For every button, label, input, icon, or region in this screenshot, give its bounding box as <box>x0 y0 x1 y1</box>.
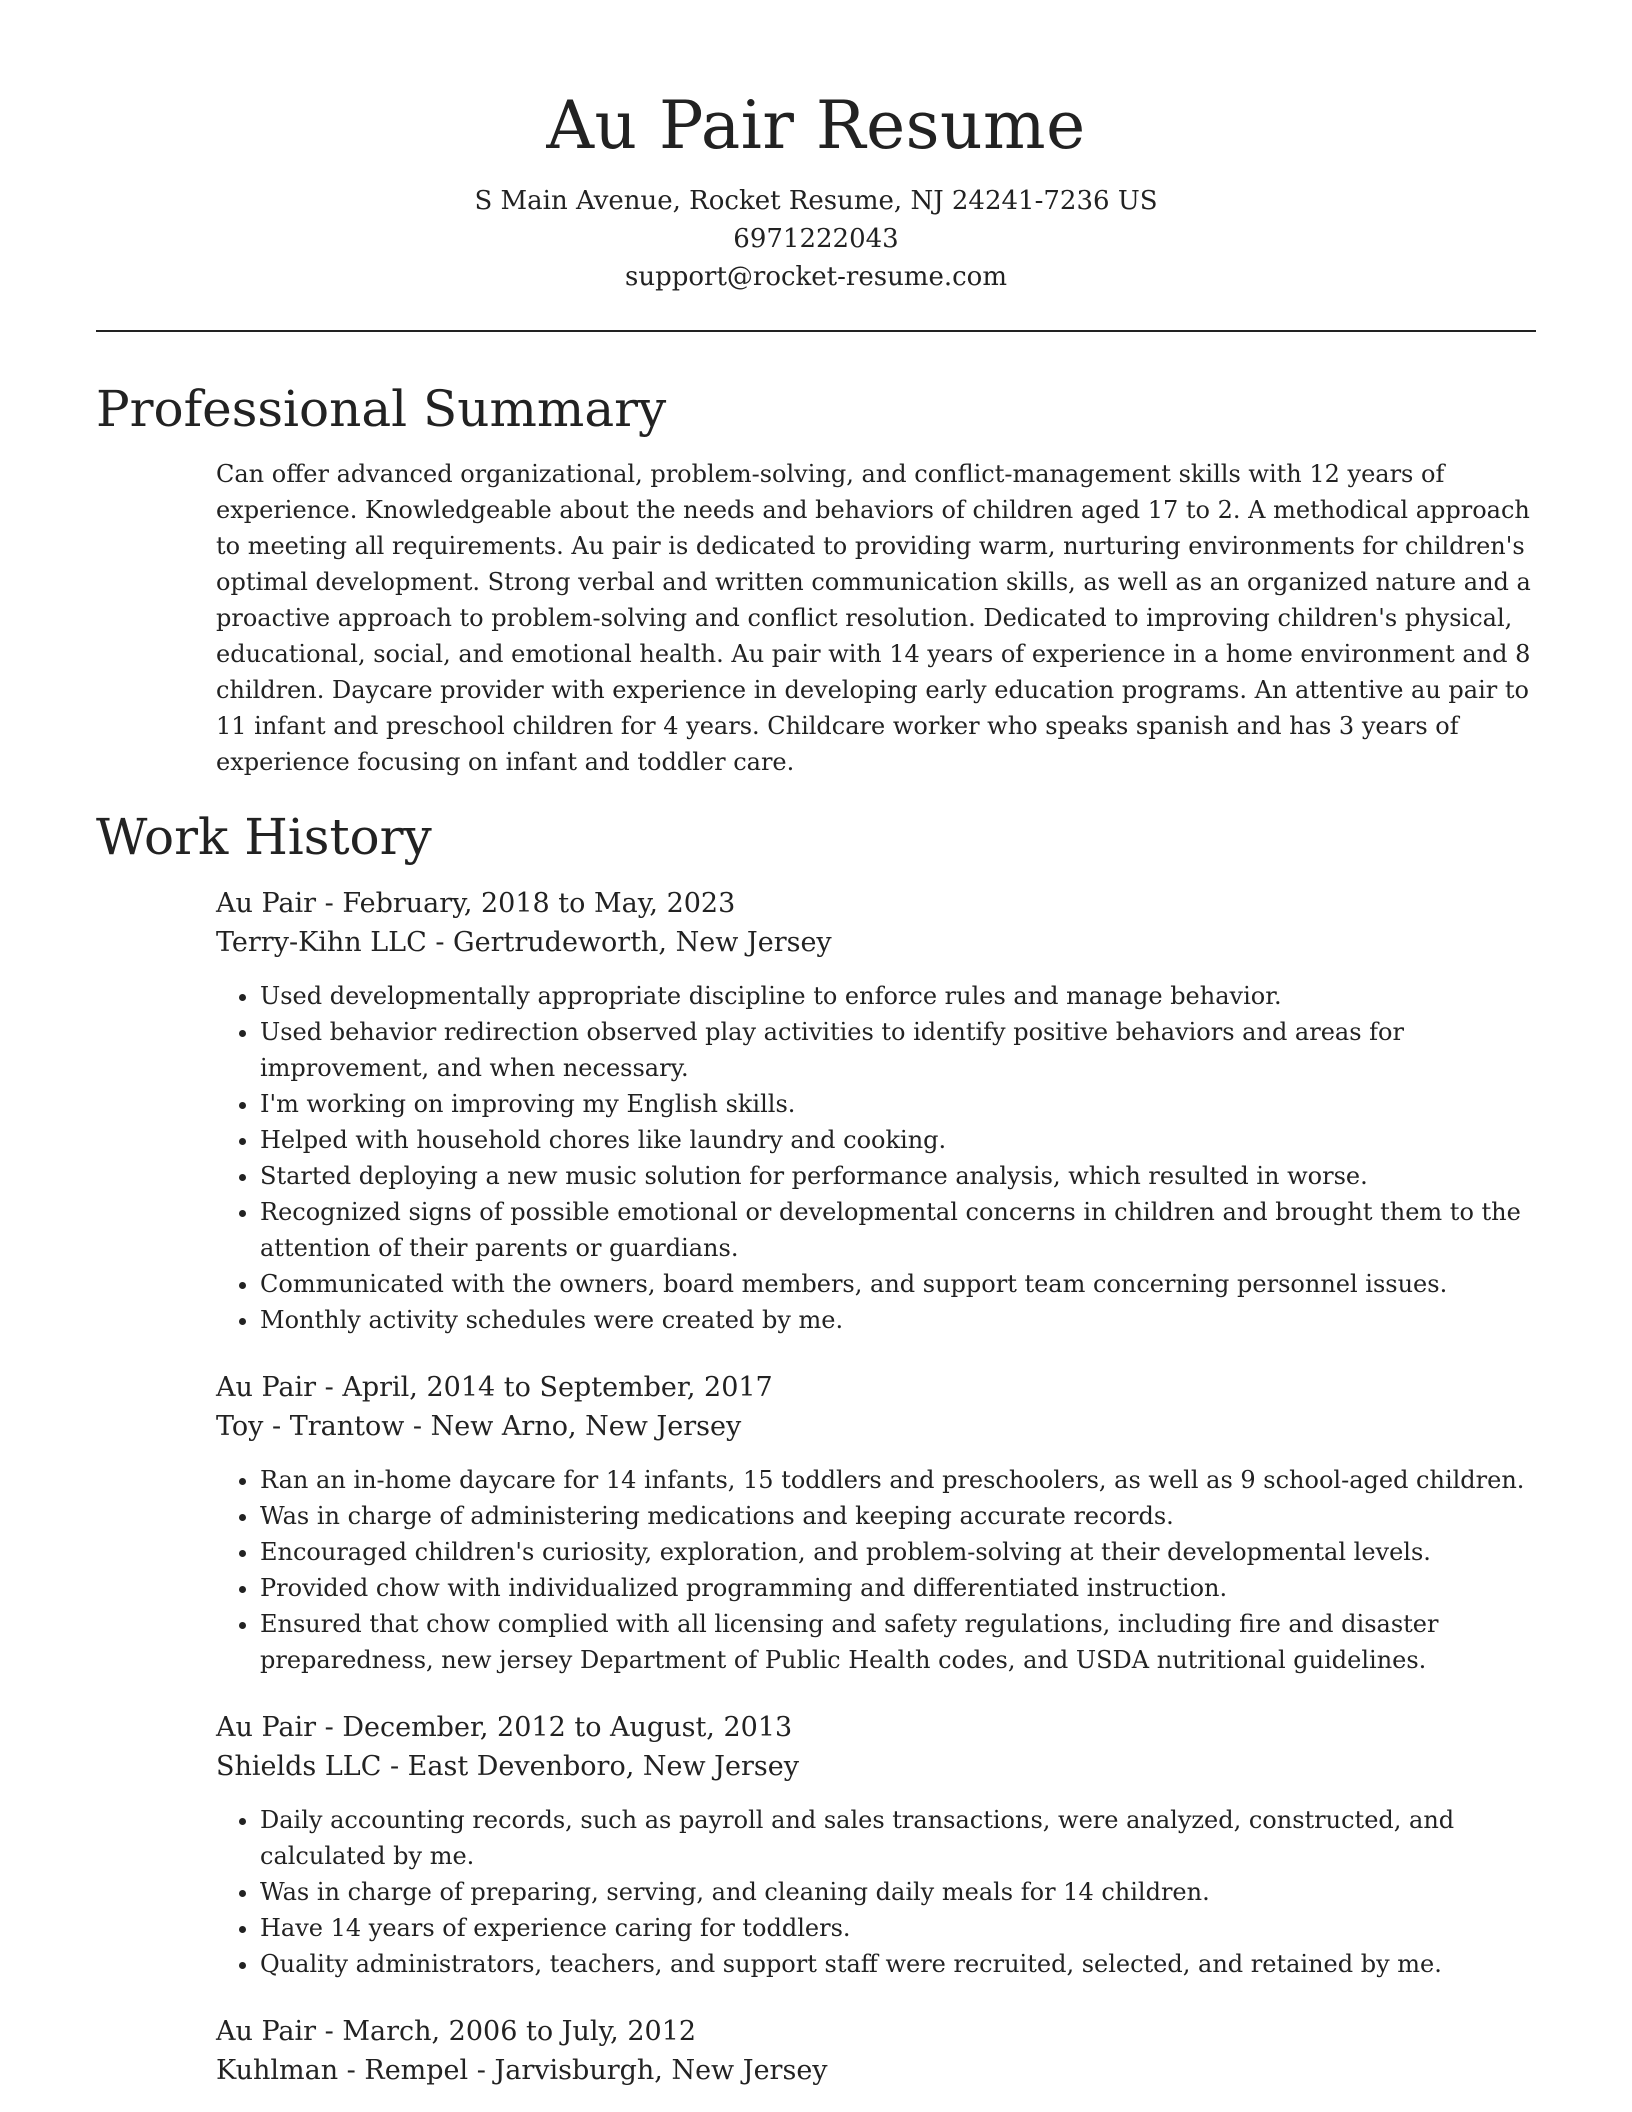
job-employer-location: Toy - Trantow - New Arno, New Jersey <box>216 1411 742 1442</box>
job-duty-item: • Have 14 years of experience caring for toddlers. <box>260 1910 1536 1946</box>
summary-text: Can offer advanced organizational, problem-solving, and conflict-management skills with 12 years of experience. Knowledgeable about the needs and behaviors of children aged 17 to 2. A methodical approach to meeting all requirements. Au pair is dedicated to providing warm, nurturing environments for children's optimal development. Strong verbal and written communication skills, as well as an organized nature and a proactive approach to problem-solving and conflict resolution. Dedicated to improving children's physical, educational, social, and emotional health. Au pair with 14 years of experience in a home environment and 8 children. Daycare provider with experience in developing early education programs. An attentive au pair to 11 infant and preschool children for 4 years. Childcare worker who speaks spanish and has 3 years of experience focusing on infant and toddler care. <box>216 460 1531 776</box>
job-entry <box>216 2012 1536 2090</box>
job-duties-list <box>216 1802 1536 1982</box>
job-duty-item: • Was in charge of preparing, serving, and cleaning daily meals for 14 children. <box>260 1874 1536 1910</box>
contact-phone: 6971222043 <box>733 224 899 254</box>
contact-block <box>96 182 1536 296</box>
job-duty-item: • Recognized signs of possible emotional or developmental concerns in children and brought them to the attention of their parents or guardians. <box>260 1194 1536 1266</box>
job-duty-item: • Used behavior redirection observed play activities to identify positive behaviors and areas for improvement, and when necessary. <box>260 1014 1536 1086</box>
job-duty-item: • Started deploying a new music solution for performance analysis, which resulted in worse. <box>260 1158 1536 1194</box>
resume-title: Au Pair Resume <box>546 87 1086 164</box>
job-employer-location: Kuhlman - Rempel - Jarvisburgh, New Jersey <box>216 2055 828 2086</box>
job-duties-list <box>216 1462 1536 1678</box>
job-title-dates: Au Pair - March, 2006 to July, 2012 <box>216 2016 697 2047</box>
job-duty-item: • Ran an in-home daycare for 14 infants, 15 toddlers and preschoolers, as well as 9 school-aged children. <box>260 1462 1536 1498</box>
job-employer-location: Shields LLC - East Devenboro, New Jersey <box>216 1751 799 1782</box>
job-duty-item: • Provided chow with individualized programming and differentiated instruction. <box>260 1570 1536 1606</box>
job-title-dates: Au Pair - April, 2014 to September, 2017 <box>216 1372 773 1403</box>
job-title-dates: Au Pair - February, 2018 to May, 2023 <box>216 888 736 919</box>
job-duty-item: • Ensured that chow complied with all licensing and safety regulations, including fire and disaster preparedness, new jersey Department of Public Health codes, and USDA nutritional guidelines. <box>260 1606 1536 1678</box>
resume-header <box>96 0 1536 296</box>
job-duty-item: • Monthly activity schedules were created by me. <box>260 1302 1536 1338</box>
job-employer-location: Terry-Kihn LLC - Gertrudeworth, New Jersey <box>216 927 832 958</box>
summary-heading: Professional Summary <box>96 380 667 438</box>
job-duty-item: • Quality administrators, teachers, and support staff were recruited, selected, and retained by me. <box>260 1946 1536 1982</box>
job-duties-list <box>216 978 1536 1338</box>
job-duty-item: • Helped with household chores like laundry and cooking. <box>260 1122 1536 1158</box>
header-divider <box>96 330 1536 332</box>
work-history-list <box>96 884 1536 2090</box>
job-duty-item: • Communicated with the owners, board members, and support team concerning personnel issues. <box>260 1266 1536 1302</box>
job-duty-item: • Used developmentally appropriate discipline to enforce rules and manage behavior. <box>260 978 1536 1014</box>
job-entry <box>216 884 1536 1338</box>
job-entry <box>216 1368 1536 1678</box>
job-duty-item: • Daily accounting records, such as payroll and sales transactions, were analyzed, constructed, and calculated by me. <box>260 1802 1536 1874</box>
contact-email: support@rocket-resume.com <box>624 262 1007 292</box>
job-duty-item: • Encouraged children's curiosity, exploration, and problem-solving at their developmental levels. <box>260 1534 1536 1570</box>
resume-page <box>96 0 1536 2090</box>
job-duty-item: • Was in charge of administering medications and keeping accurate records. <box>260 1498 1536 1534</box>
job-entry <box>216 1708 1536 1982</box>
contact-address: S Main Avenue, Rocket Resume, NJ 24241-7236 US <box>474 186 1158 216</box>
job-title-dates: Au Pair - December, 2012 to August, 2013 <box>216 1712 793 1743</box>
work-history-heading: Work History <box>96 808 432 866</box>
job-duty-item: • I'm working on improving my English skills. <box>260 1086 1536 1122</box>
